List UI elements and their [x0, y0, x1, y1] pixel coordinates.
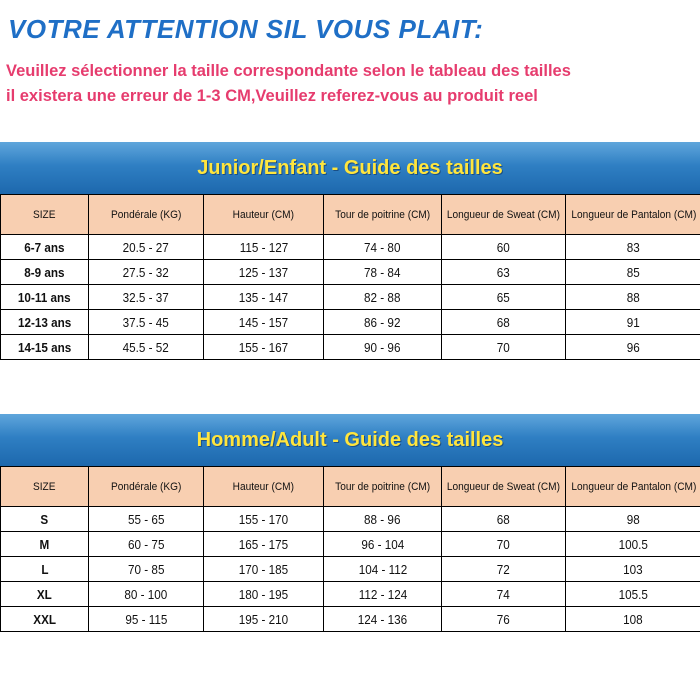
adult-size-guide: [0, 414, 700, 632]
sweat-length-cell: 63: [442, 260, 566, 285]
weight-cell: 70 - 85: [89, 557, 204, 582]
junior-guide-title: Junior/Enfant - Guide des tailles: [0, 142, 700, 194]
height-cell: 135 - 147: [204, 285, 324, 310]
chest-cell: 112 - 124: [324, 582, 442, 607]
chest-cell: 88 - 96: [324, 507, 442, 532]
sweat-length-cell: 65: [442, 285, 566, 310]
chest-cell: 124 - 136: [324, 607, 442, 632]
column-header-sweat-length: Longueur de Sweat (CM): [442, 195, 566, 235]
weight-cell: 80 - 100: [89, 582, 204, 607]
table-header-row: [1, 195, 700, 235]
pants-length-cell: 100.5: [566, 532, 700, 557]
column-header-pants-length: Longueur de Pantalon (CM): [566, 195, 700, 235]
sweat-length-cell: 76: [442, 607, 566, 632]
pants-length-cell: 98: [566, 507, 700, 532]
height-cell: 180 - 195: [204, 582, 324, 607]
weight-cell: 55 - 65: [89, 507, 204, 532]
chest-cell: 104 - 112: [324, 557, 442, 582]
table-row: [1, 557, 700, 582]
column-header-height: Hauteur (CM): [204, 195, 324, 235]
column-header-size: SIZE: [1, 467, 89, 507]
height-cell: 170 - 185: [204, 557, 324, 582]
chest-cell: 96 - 104: [324, 532, 442, 557]
size-cell: M: [1, 532, 89, 557]
pants-length-cell: 103: [566, 557, 700, 582]
table-row: [1, 260, 700, 285]
adult-guide-title: Homme/Adult - Guide des tailles: [0, 414, 700, 466]
weight-cell: 45.5 - 52: [89, 335, 204, 360]
sweat-length-cell: 70: [442, 532, 566, 557]
size-selection-note: Veuillez sélectionner la taille correspondante selon le tableau des tailles: [6, 62, 571, 80]
size-cell: 14-15 ans: [1, 335, 89, 360]
pants-length-cell: 96: [566, 335, 700, 360]
column-header-sweat-length: Longueur de Sweat (CM): [442, 467, 566, 507]
height-cell: 165 - 175: [204, 532, 324, 557]
size-cell: 10-11 ans: [1, 285, 89, 310]
weight-cell: 95 - 115: [89, 607, 204, 632]
size-cell: XL: [1, 582, 89, 607]
height-cell: 115 - 127: [204, 235, 324, 260]
height-cell: 195 - 210: [204, 607, 324, 632]
size-cell: 12-13 ans: [1, 310, 89, 335]
table-row: [1, 507, 700, 532]
pants-length-cell: 83: [566, 235, 700, 260]
tolerance-note: il existera une erreur de 1-3 CM,Veuillez referez-vous au produit reel: [6, 87, 538, 105]
column-header-chest: Tour de poitrine (CM): [324, 467, 442, 507]
size-cell: L: [1, 557, 89, 582]
height-cell: 125 - 137: [204, 260, 324, 285]
pants-length-cell: 91: [566, 310, 700, 335]
column-header-height: Hauteur (CM): [204, 467, 324, 507]
chest-cell: 78 - 84: [324, 260, 442, 285]
height-cell: 145 - 157: [204, 310, 324, 335]
table-header-row: [1, 467, 700, 507]
sweat-length-cell: 68: [442, 310, 566, 335]
height-cell: 155 - 167: [204, 335, 324, 360]
column-header-size: SIZE: [1, 195, 89, 235]
pants-length-cell: 108: [566, 607, 700, 632]
size-cell: XXL: [1, 607, 89, 632]
weight-cell: 27.5 - 32: [89, 260, 204, 285]
table-row: [1, 285, 700, 310]
pants-length-cell: 88: [566, 285, 700, 310]
chest-cell: 90 - 96: [324, 335, 442, 360]
sweat-length-cell: 60: [442, 235, 566, 260]
size-cell: 6-7 ans: [1, 235, 89, 260]
table-row: [1, 532, 700, 557]
pants-length-cell: 105.5: [566, 582, 700, 607]
adult-size-table: [0, 466, 700, 632]
junior-size-guide: [0, 142, 700, 360]
sweat-length-cell: 68: [442, 507, 566, 532]
chest-cell: 74 - 80: [324, 235, 442, 260]
column-header-weight: Pondérale (KG): [89, 467, 204, 507]
size-cell: S: [1, 507, 89, 532]
pants-length-cell: 85: [566, 260, 700, 285]
chest-cell: 86 - 92: [324, 310, 442, 335]
weight-cell: 60 - 75: [89, 532, 204, 557]
weight-cell: 32.5 - 37: [89, 285, 204, 310]
column-header-pants-length: Longueur de Pantalon (CM): [566, 467, 700, 507]
weight-cell: 20.5 - 27: [89, 235, 204, 260]
junior-size-table: [0, 194, 700, 360]
column-header-weight: Pondérale (KG): [89, 195, 204, 235]
chest-cell: 82 - 88: [324, 285, 442, 310]
table-row: [1, 335, 700, 360]
size-cell: 8-9 ans: [1, 260, 89, 285]
sweat-length-cell: 72: [442, 557, 566, 582]
attention-heading: VOTRE ATTENTION SIL VOUS PLAIT:: [8, 14, 484, 44]
sweat-length-cell: 70: [442, 335, 566, 360]
column-header-chest: Tour de poitrine (CM): [324, 195, 442, 235]
weight-cell: 37.5 - 45: [89, 310, 204, 335]
table-row: [1, 582, 700, 607]
table-row: [1, 235, 700, 260]
sweat-length-cell: 74: [442, 582, 566, 607]
height-cell: 155 - 170: [204, 507, 324, 532]
table-row: [1, 310, 700, 335]
table-row: [1, 607, 700, 632]
